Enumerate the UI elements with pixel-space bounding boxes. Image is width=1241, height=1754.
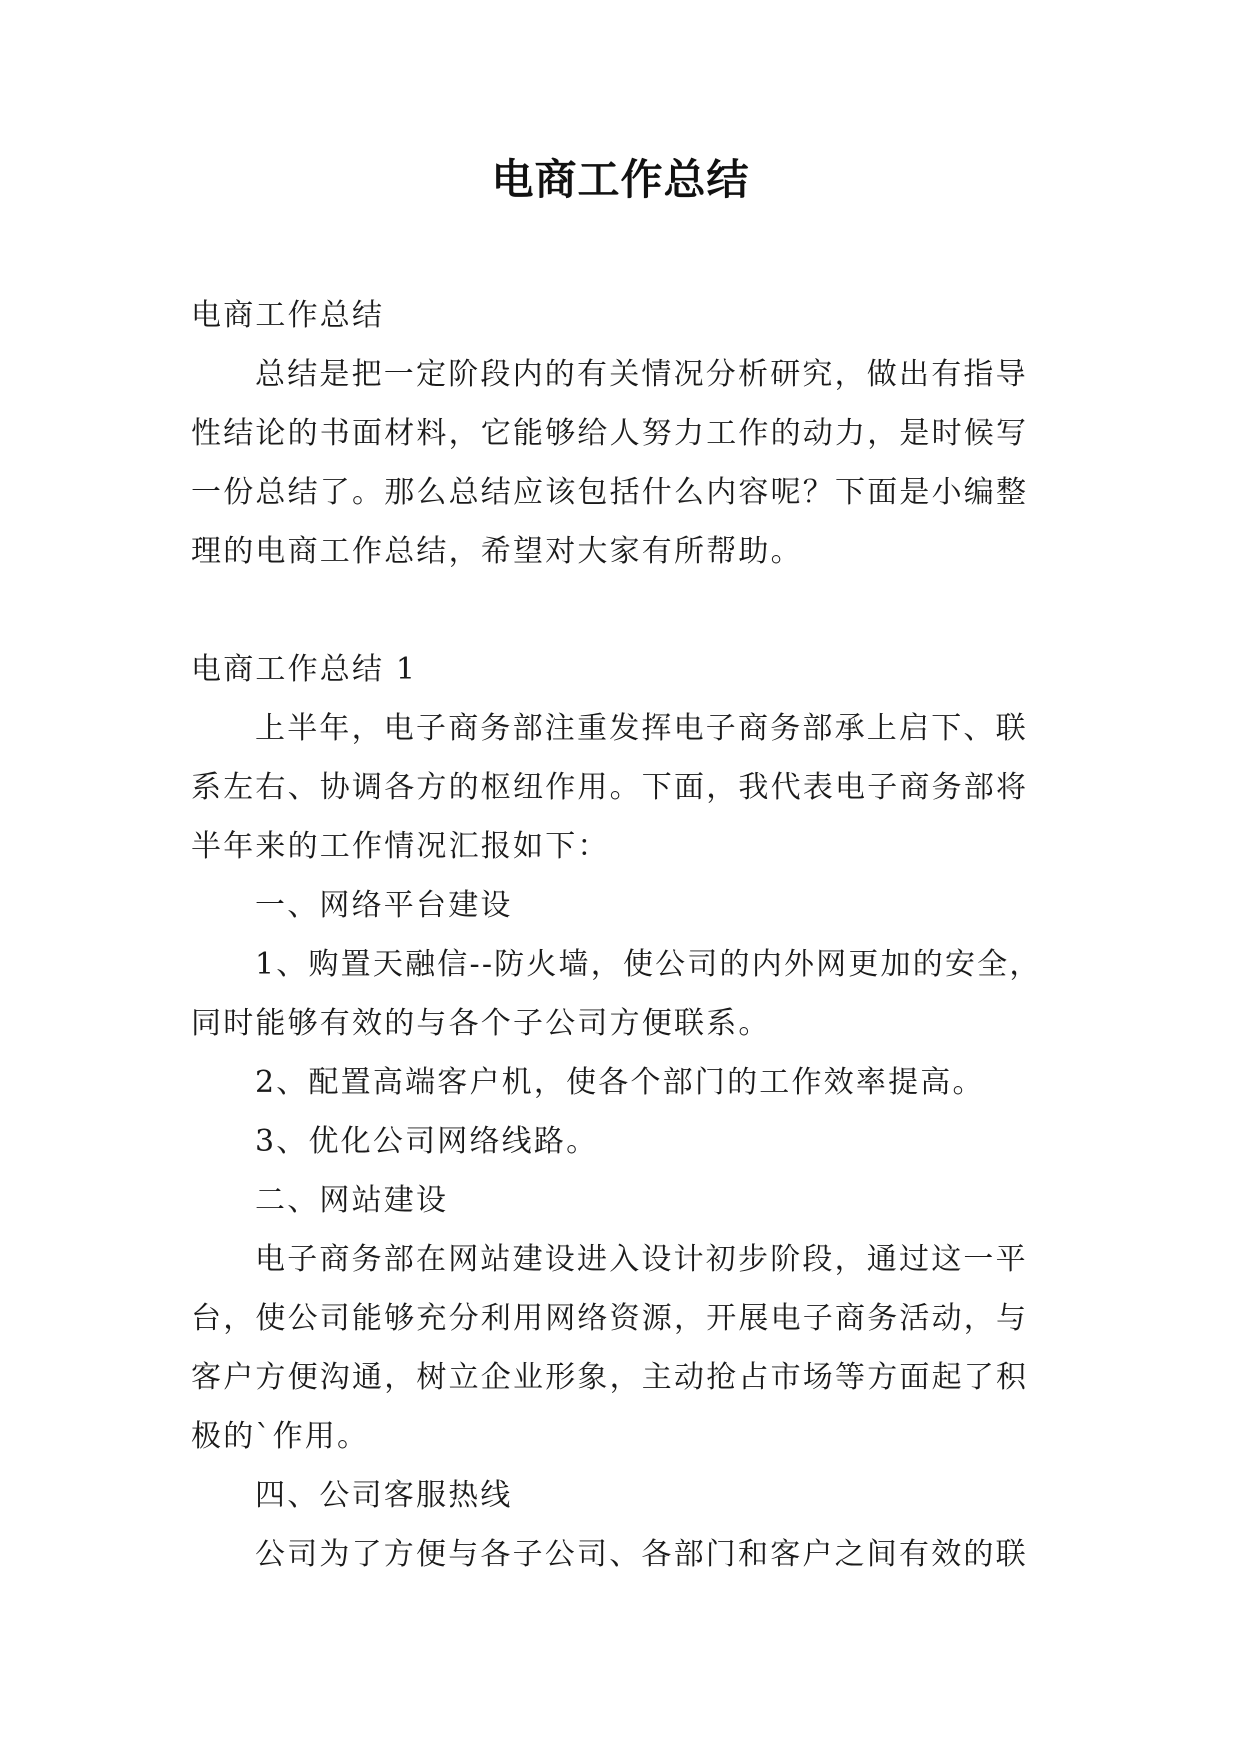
- text-line: 3、优化公司网络线路。: [255, 1124, 599, 1159]
- text-line: 理的电商工作总结，希望对大家有所帮助。: [191, 534, 803, 569]
- text-line: 系左右、协调各方的枢纽作用。下面，我代表电子商务部将: [191, 770, 1029, 805]
- text-line: 极的`作用。: [191, 1419, 370, 1454]
- text-line: 上半年，电子商务部注重发挥电子商务部承上启下、联: [255, 711, 1028, 746]
- text-line: 客户方便沟通，树立企业形象，主动抢占市场等方面起了积: [191, 1360, 1029, 1395]
- text-line: 1、购置天融信--防火墙，使公司的内外网更加的安全，: [255, 947, 1042, 982]
- text-line: 2、配置高端客户机，使各个部门的工作效率提高。: [255, 1065, 985, 1100]
- text-line: 电子商务部在网站建设进入设计初步阶段，通过这一平: [255, 1242, 1028, 1277]
- text-line: 同时能够有效的与各个子公司方便联系。: [191, 1006, 771, 1041]
- text-line: 总结是把一定阶段内的有关情况分析研究，做出有指导: [255, 357, 1028, 392]
- text-line: 半年来的工作情况汇报如下：: [191, 829, 610, 864]
- text-line: 四、公司客服热线: [255, 1478, 513, 1513]
- document-title: 电商工作总结: [491, 155, 750, 204]
- text-line: 一、网络平台建设: [255, 888, 513, 923]
- text-line: 性结论的书面材料，它能够给人努力工作的动力，是时候写: [191, 416, 1029, 451]
- text-line: 台，使公司能够充分利用网络资源，开展电子商务活动，与: [191, 1301, 1029, 1336]
- document-body: [191, 286, 1071, 1584]
- text-line: 电商工作总结 1: [191, 652, 418, 687]
- text-line: 一份总结了。那么总结应该包括什么内容呢？下面是小编整: [191, 475, 1029, 510]
- text-line: 二、网站建设: [255, 1183, 449, 1218]
- blank-line: [191, 581, 1071, 640]
- text-line: 公司为了方便与各子公司、各部门和客户之间有效的联: [255, 1537, 1028, 1572]
- text-line: 电商工作总结: [191, 298, 385, 333]
